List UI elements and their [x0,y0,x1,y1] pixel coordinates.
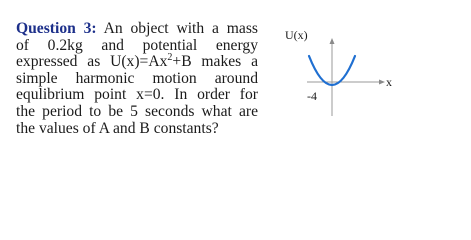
question-line-2: of 0.2kg and potential energy [16,36,258,54]
question-line-3 [16,54,258,71]
question-label: Question 3: [16,20,97,37]
question-line-6: the period to be 5 seconds what are [16,102,258,120]
question-line-3-post: +B makes a [172,53,258,71]
question-line-7: the values of A and B constants? [16,119,219,137]
y-axis-label: U(x) [285,28,308,42]
exponent: 2 [167,52,173,63]
minimum-value-label: -4 [307,89,317,103]
x-axis-arrow-icon [379,80,385,85]
x-axis-label: x [386,75,392,89]
potential-energy-graph [275,28,415,118]
question-line-3-pre: expressed as U(x)=Ax [16,53,168,71]
question-text [16,21,258,137]
question-line-1 [16,21,258,38]
question-line-4: simple harmonic motion around [16,69,258,87]
question-line-1-text: An object with a mass [103,20,258,37]
y-axis-arrow-icon [330,38,335,44]
question-line-5: equlibrium point x=0. In order for [16,86,258,104]
